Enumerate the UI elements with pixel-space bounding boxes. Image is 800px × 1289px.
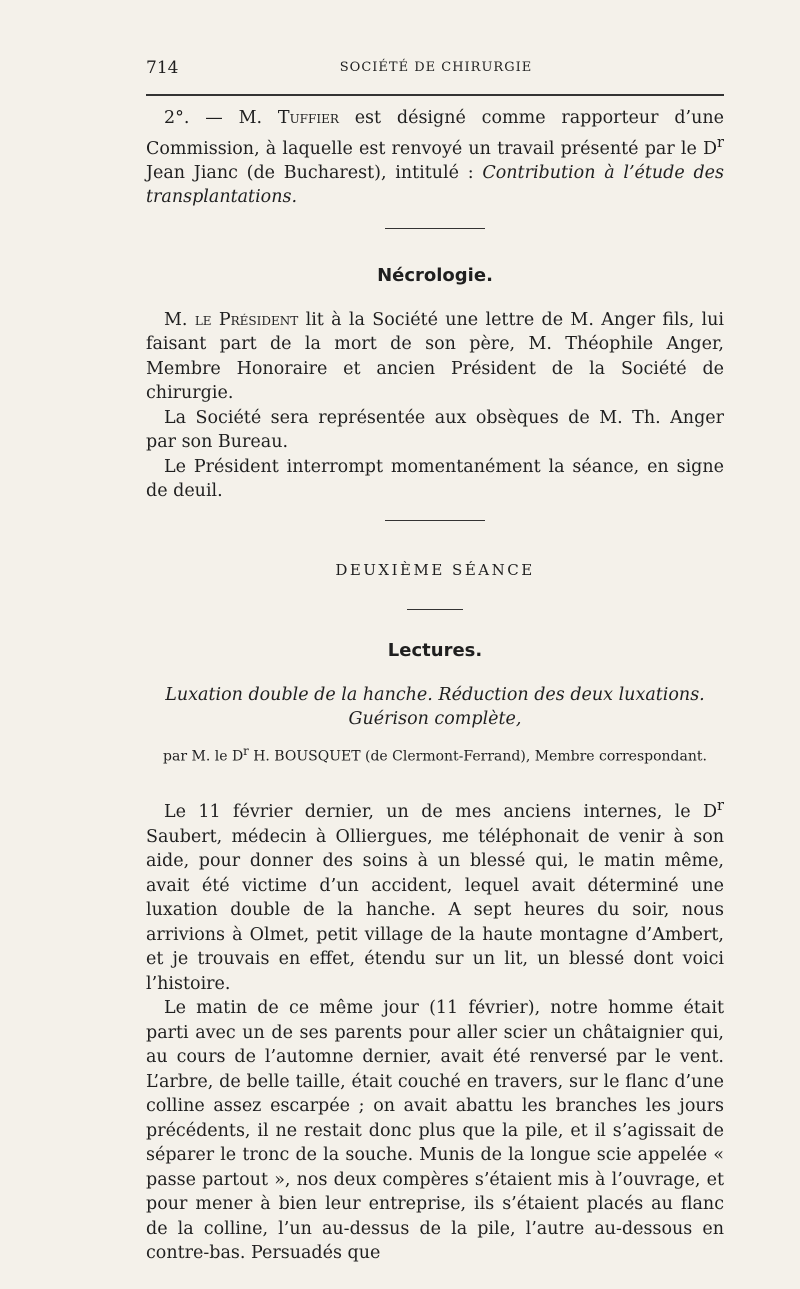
- byline-pre: par M. le D: [163, 748, 244, 765]
- paragraph-body-2: Le matin de ce même jour (11 février), notre homme était parti avec un de ses parents pour aller scier un châtaignier qui, au cours de l’automne dernier, avait été renversé par le vent. L’arbre, de belle taille, était couché en travers, sur le flanc d’une colline assez escarpée ; on avait abattu les branches les jours précédents, il ne restait donc plus que la pile, et il s’agissait de séparer le tronc de la souche. Munis de la longue scie appelée « passe partout », nos deux compères s’étaient mis à l’ouvrage, et pour mener à bien leur entreprise, ils s’étaient placés au flanc de la colline, l’un au-dessus de la pile, l’autre au-dessous en contre-bas. Persuadés que: [146, 998, 724, 1264]
- body-p1-b: Saubert, médecin à Olliergues, me téléphonait de venir à son aide, pour donner des soins à un blessé qui, le matin même, avait été victime d’un accident, lequel avait déterminé une luxation double de la hanche. A sept heures du soir, nous arrivions à Olmet, petit village de la haute montagne d’Ambert, et je trouvais en effet, étendu sur un lit, un blessé dont voici l’histoire.: [146, 826, 724, 994]
- para1-lead: 2°. — M.: [164, 108, 278, 128]
- para1-name: Tuffier: [277, 108, 339, 128]
- necro-p1-lead: M.: [164, 309, 195, 330]
- page-number: 714: [146, 58, 179, 78]
- paragraph-commission: [146, 106, 724, 210]
- section-title-lectures: Lectures.: [387, 639, 483, 661]
- seance-heading: DEUXIÈME SÉANCE: [335, 560, 535, 579]
- para1-text2: Jean Jianc (de Bucharest), intitulé :: [146, 162, 483, 183]
- article-title-line2: Guérison complète,: [348, 708, 522, 729]
- article-title-line1: Luxation double de la hanche. Réduction des deux luxations.: [165, 684, 705, 705]
- paragraph-body-1: [146, 794, 724, 996]
- necro-p1-text: lit à la Société une lettre de M. Anger fils, lui faisant part de la mort de son père, M. Théophile Anger, Membre Honoraire et ancien Président de la Société de chirurgie.: [146, 309, 724, 404]
- para1-italic: Contribution à l’étude des transplantations.: [146, 162, 724, 208]
- para1-text1: est désigné comme rapporteur d’une Commission, à laquelle est renvoyé un travail présenté par le D: [146, 108, 724, 159]
- article-title: [146, 683, 724, 731]
- paragraph-necrologie-3: Le Président interrompt momentanément la séance, en signe de deuil.: [146, 456, 724, 502]
- page-header: [146, 52, 726, 82]
- page-body: [146, 106, 724, 1266]
- byline-sup: r: [243, 743, 249, 758]
- paragraph-necrologie-1: [146, 308, 724, 406]
- para1-sup: r: [717, 133, 724, 151]
- header-rule: [146, 94, 724, 96]
- body-p1-sup: r: [717, 797, 724, 815]
- byline-post: H. BOUSQUET (de Clermont-Ferrand), Membre correspondant.: [248, 748, 707, 765]
- article-byline: [146, 741, 724, 767]
- necro-p1-sc: le Président: [194, 309, 299, 330]
- body-p1-a: Le 11 février dernier, un de mes anciens internes, le D: [164, 802, 718, 823]
- paragraph-necrologie-2: La Société sera représentée aux obsèques de M. Th. Anger par son Bureau.: [146, 407, 724, 453]
- section-title-necrologie: Nécrologie.: [377, 264, 493, 286]
- running-title: SOCIÉTÉ DE CHIRURGIE: [339, 60, 533, 75]
